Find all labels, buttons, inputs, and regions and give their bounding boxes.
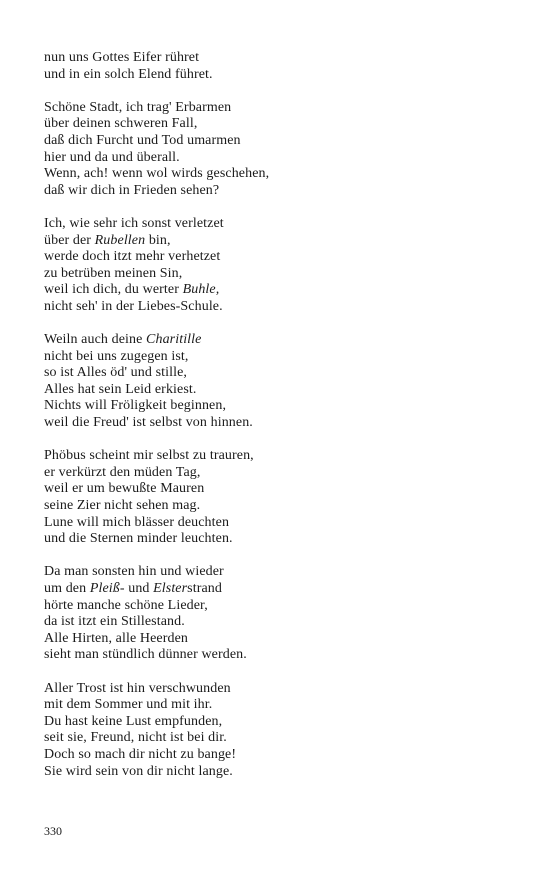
stanza bbox=[44, 564, 524, 664]
line-text: hier und da und überall. bbox=[44, 149, 180, 165]
line-text: Schöne Stadt, ich trag' Erbarmen bbox=[44, 99, 232, 115]
line-text: seine Zier nicht sehen mag. bbox=[44, 498, 201, 514]
poem-line bbox=[44, 116, 524, 133]
line-text: Wenn, ach! wenn wol wirds geschehen, bbox=[44, 166, 270, 182]
line-text: Weiln auch deine bbox=[44, 332, 147, 348]
line-text: Nichts will Fröligkeit beginnen, bbox=[44, 398, 227, 414]
line-text: über deinen schweren Fall, bbox=[44, 116, 198, 132]
stanza bbox=[44, 448, 524, 548]
poem-line bbox=[44, 598, 524, 615]
line-text: daß dich Furcht und Tod umarmen bbox=[44, 132, 241, 148]
line-text: nun uns Gottes Eifer rühret bbox=[44, 50, 200, 65]
poem-line bbox=[44, 299, 524, 316]
italic-name: Pleiß- bbox=[89, 581, 125, 596]
poem-line bbox=[44, 614, 524, 631]
line-text: strand bbox=[187, 581, 222, 596]
poem-line bbox=[44, 581, 524, 598]
poem-line bbox=[44, 266, 524, 283]
stanza bbox=[44, 50, 524, 83]
line-text: da ist itzt ein Stillestand. bbox=[44, 614, 185, 630]
line-text: seit sie, Freund, nicht ist bei dir. bbox=[44, 730, 227, 746]
poem-line bbox=[44, 166, 524, 183]
line-text: Sie wird sein von dir nicht lange. bbox=[44, 763, 233, 779]
poem-line bbox=[44, 382, 524, 399]
page-number: 330 bbox=[44, 824, 62, 838]
poem-line bbox=[44, 498, 524, 515]
poem-line bbox=[44, 764, 524, 781]
line-text: Du hast keine Lust empfunden, bbox=[44, 713, 223, 729]
poem-line bbox=[44, 233, 524, 250]
poem-line bbox=[44, 714, 524, 731]
poem-line bbox=[44, 647, 524, 664]
line-text: er verkürzt den müden Tag, bbox=[44, 464, 201, 480]
poem-line bbox=[44, 133, 524, 150]
line-text: weil die Freud' ist selbst von hinnen. bbox=[44, 415, 253, 431]
poem-line bbox=[44, 681, 524, 698]
poem-line bbox=[44, 564, 524, 581]
poem-line bbox=[44, 697, 524, 714]
line-text: weil ich dich, du werter bbox=[44, 282, 183, 298]
poem-line bbox=[44, 216, 524, 233]
poem-line bbox=[44, 50, 524, 67]
line-text: um den bbox=[44, 581, 90, 596]
italic-name: Buhle, bbox=[182, 282, 220, 298]
poem-line bbox=[44, 398, 524, 415]
line-text: Phöbus scheint mir selbst zu trauren, bbox=[44, 448, 254, 464]
stanza bbox=[44, 332, 524, 432]
line-text: Lune will mich blässer deuchten bbox=[44, 514, 230, 530]
line-text: und die Sternen minder leuchten. bbox=[44, 531, 233, 547]
line-text: mit dem Sommer und mit ihr. bbox=[44, 697, 213, 713]
line-text: nicht seh' in der Liebes-Schule. bbox=[44, 298, 223, 314]
line-text: Doch so mach dir nicht zu bange! bbox=[44, 746, 237, 762]
stanza bbox=[44, 216, 524, 316]
line-text: Alles hat sein Leid erkiest. bbox=[44, 381, 197, 397]
poem-line bbox=[44, 67, 524, 84]
line-text: Da man sonsten hin und wieder bbox=[44, 564, 224, 580]
stanza bbox=[44, 100, 524, 200]
poem-line bbox=[44, 531, 524, 548]
poem-line bbox=[44, 747, 524, 764]
poem-line bbox=[44, 150, 524, 167]
italic-name: Rubellen bbox=[94, 232, 146, 248]
line-text: weil er um bewußte Mauren bbox=[44, 481, 205, 497]
line-text: Alle Hirten, alle Heerden bbox=[44, 630, 188, 646]
poem-line bbox=[44, 332, 524, 349]
line-text: werde doch itzt mehr verhetzet bbox=[44, 249, 221, 265]
poem-line bbox=[44, 465, 524, 482]
line-text: und in ein solch Elend führet. bbox=[44, 66, 213, 82]
stanza bbox=[44, 681, 524, 781]
poem-line bbox=[44, 365, 524, 382]
italic-name: Elster bbox=[153, 581, 188, 596]
line-text: so ist Alles öd' und stille, bbox=[44, 365, 187, 381]
poem-line bbox=[44, 730, 524, 747]
poem-line bbox=[44, 282, 524, 299]
poem-line bbox=[44, 448, 524, 465]
poem-line bbox=[44, 515, 524, 532]
poem-line bbox=[44, 631, 524, 648]
line-text: bin, bbox=[145, 232, 171, 248]
poem-line bbox=[44, 415, 524, 432]
line-text: Ich, wie sehr ich sonst verletzet bbox=[44, 215, 224, 231]
poem-line bbox=[44, 249, 524, 266]
line-text: hörte manche schöne Lieder, bbox=[44, 597, 208, 613]
line-text: über der bbox=[44, 232, 95, 248]
line-text: nicht bei uns zugegen ist, bbox=[44, 348, 189, 364]
line-text: sieht man stündlich dünner werden. bbox=[44, 647, 247, 663]
line-text: daß wir dich in Frieden sehen? bbox=[44, 182, 220, 198]
poem-text bbox=[44, 50, 524, 797]
poem-line bbox=[44, 481, 524, 498]
poem-line bbox=[44, 183, 524, 200]
poem-line bbox=[44, 349, 524, 366]
italic-name: Charitille bbox=[146, 332, 202, 348]
line-text: zu betrüben meinen Sin, bbox=[44, 265, 183, 281]
line-text: und bbox=[124, 581, 154, 596]
poem-line bbox=[44, 100, 524, 117]
line-text: Aller Trost ist hin verschwunden bbox=[44, 680, 231, 696]
